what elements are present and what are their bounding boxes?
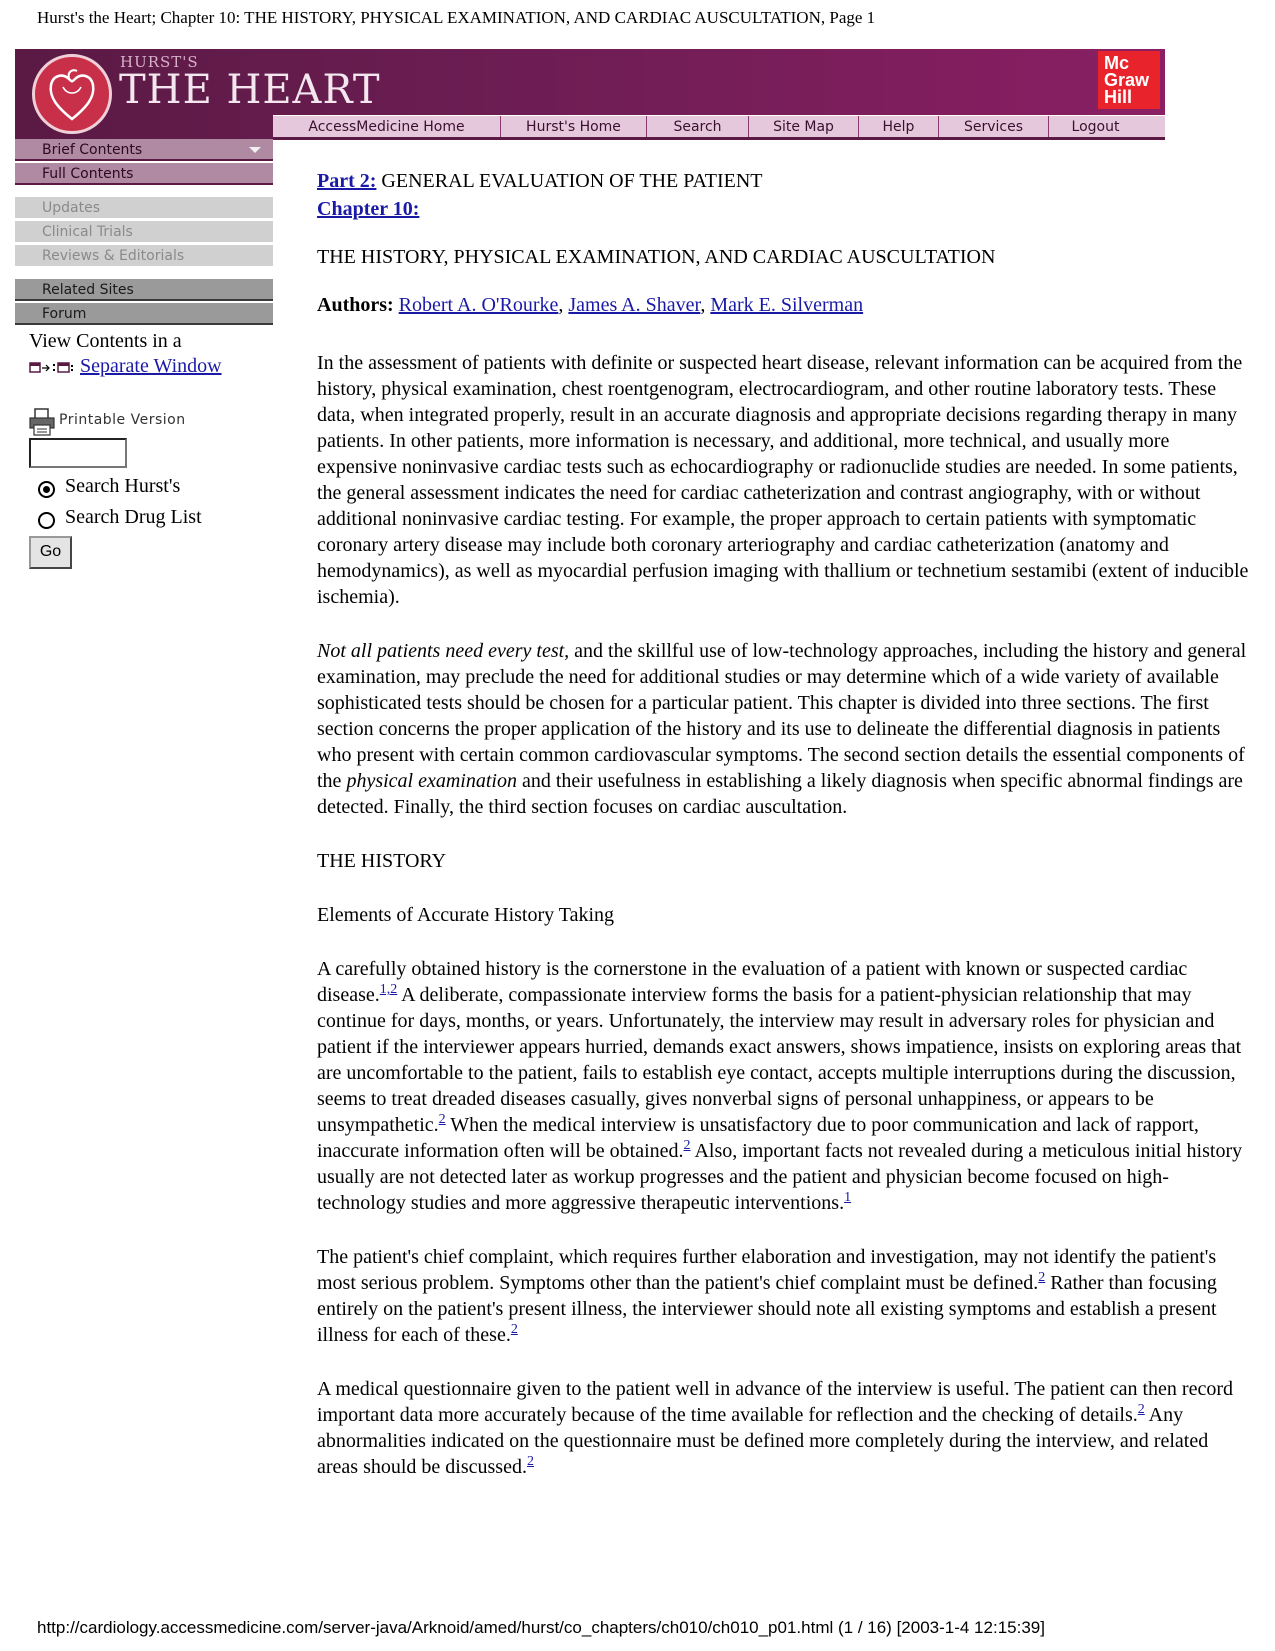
radio-search-drug-list-label: Search Drug List <box>65 506 202 528</box>
radio-search-hursts-label: Search Hurst's <box>65 475 181 497</box>
chevron-down-icon[interactable] <box>249 147 261 153</box>
publisher-line-3: Hill <box>1104 87 1133 107</box>
part-line <box>317 168 1252 194</box>
chapter-title: THE HISTORY, PHYSICAL EXAMINATION, AND CARDIAC AUSCULTATION <box>317 246 996 268</box>
paragraph-5 <box>317 1376 1252 1480</box>
paragraph-2-text-a: and the skillful use of low-technology approaches, including the history and general examination, may preclude the need for additional studies or may determine which of a wide variety of available sophisticated tests should be chosen for a particular patient. This chapter is divided into three sections. The first section concerns the proper application of the history and its use to delineate the differential diagnosis in patients who present with certain common cardiovascular symptoms. The second section details the essential components of the <box>317 640 1247 792</box>
sidebar-brief-contents-label: Brief Contents <box>42 142 143 158</box>
author-link[interactable]: Mark E. Silverman <box>710 294 864 316</box>
view-contents-label: View Contents in a <box>29 330 182 352</box>
part-title: GENERAL EVALUATION OF THE PATIENT <box>376 170 763 192</box>
author-link[interactable]: Robert A. O'Rourke <box>398 294 559 316</box>
sidebar-forum[interactable] <box>15 303 273 325</box>
sidebar-full-contents[interactable] <box>15 163 273 185</box>
paragraph-5-text: A medical questionnaire given to the patient well in advance of the interview is useful. The patient can then record important data more accurately because of the time available for reflection and the checking of details. <box>317 1378 1233 1426</box>
mcgraw-hill-logo[interactable] <box>1098 51 1160 109</box>
chapter-line <box>317 196 1252 222</box>
emphasis-text: Not all patients need every test, <box>317 640 570 662</box>
chapter-link[interactable]: Chapter 10: <box>317 198 420 220</box>
top-nav <box>273 115 1165 138</box>
brand-subtitle: HURST'S <box>120 53 199 71</box>
paragraph-4-text: Rather than focusing entirely on the patient's present illness, the interviewer should note all existing symptoms and establish a present illness for each of these. <box>317 1272 1217 1346</box>
printable-version-link[interactable]: Printable Version <box>59 412 186 428</box>
nav-help[interactable]: Help <box>859 116 939 138</box>
paragraph-3-text: A carefully obtained history is the cornerstone in the evaluation of a patient with known or suspected cardiac disease. <box>317 958 1188 1006</box>
paragraph-1: In the assessment of patients with definite or suspected heart disease, relevant information can be acquired from the history, physical examination, chest roentgenogram, electrocardiogram, and other routine laboratory tests. These data, when integrated properly, result in an accurate diagnosis and appropriate decisions regarding therapy in many patients. In other patients, more information is necessary, and additional, more technical, and usually more expensive noninvasive cardiac tests such as echocardiography or radionuclide studies are needed. In some patients, the general assessment indicates the need for cardiac catheterization and contrast angiography, with or without additional noninvasive cardiac testing. For example, the proper approach to certain patients with symptomatic coronary artery disease may include both coronary arteriography and cardiac catheterization (anatomy and hemodynamics), as well as myocardial perfusion imaging with thallium or technetium sestamibi (extent of inducible ischemia). <box>317 352 1249 608</box>
paragraph-4-text: The patient's chief complaint, which requires further elaboration and investigation, may not identify the patient's most serious problem. Symptoms other than the patient's chief complaint must be defined. <box>317 1246 1217 1294</box>
paragraph-3-text: When the medical interview is unsatisfactory due to poor communication and lack of rapport, inaccurate information often will be obtained. <box>317 1114 1199 1162</box>
sidebar-clinical-trials-label: Clinical Trials <box>42 224 133 240</box>
reference-link[interactable]: 2 <box>510 1322 518 1338</box>
sidebar-full-contents-label: Full Contents <box>42 166 134 182</box>
separate-window-link[interactable]: Separate Window <box>80 355 222 377</box>
brand-title: THE HEART <box>119 67 381 113</box>
sidebar-related-sites[interactable] <box>15 279 273 301</box>
heart-logo-icon[interactable] <box>32 54 112 134</box>
authors-label: Authors: <box>317 294 394 316</box>
reference-link[interactable]: 1,2 <box>379 982 398 998</box>
subsection-heading-elements: Elements of Accurate History Taking <box>317 904 615 926</box>
reference-link[interactable]: 2 <box>683 1138 691 1154</box>
radio-search-hursts[interactable] <box>38 481 55 498</box>
sidebar-related-sites-label: Related Sites <box>42 282 134 298</box>
paragraph-2 <box>317 638 1252 820</box>
nav-divider <box>273 137 1165 140</box>
search-input[interactable] <box>29 438 127 468</box>
sidebar-reviews-editorials[interactable] <box>15 245 273 267</box>
nav-accessmedicine-home[interactable]: AccessMedicine Home <box>273 116 501 138</box>
part-link[interactable]: Part 2: <box>317 170 377 192</box>
radio-search-drug-list[interactable] <box>38 512 55 529</box>
sidebar-forum-label: Forum <box>42 306 87 322</box>
publisher-line-1: Mc <box>1104 53 1130 73</box>
separate-window-icon[interactable] <box>29 360 77 376</box>
nav-services[interactable]: Services <box>939 116 1049 138</box>
go-button[interactable]: Go <box>29 536 72 569</box>
print-header: Hurst's the Heart; Chapter 10: THE HISTORY, PHYSICAL EXAMINATION, AND CARDIAC AUSCULTATION, Page 1 <box>37 8 876 27</box>
reference-link[interactable]: 2 <box>438 1112 446 1128</box>
paragraph-4 <box>317 1244 1252 1348</box>
nav-site-map[interactable]: Site Map <box>749 116 859 138</box>
paragraph-3 <box>317 956 1252 1216</box>
author-link[interactable]: James A. Shaver <box>568 294 701 316</box>
sidebar-updates[interactable] <box>15 197 273 219</box>
sidebar-clinical-trials[interactable] <box>15 221 273 243</box>
nav-logout[interactable]: Logout <box>1071 119 1120 135</box>
sidebar-updates-label: Updates <box>42 200 100 216</box>
paragraph-3-text: A deliberate, compassionate interview forms the basis for a patient-physician relationship that may continue for days, months, or years. Unfortunately, the interview may result in adversary roles for physician and patient if the interviewer appears hurried, demands exact answers, shows impatience, insists on exploring areas that are uncomfortable to the patient, fails to establish eye contact, accepts multiple interruptions during the discussion, seems to treat dreaded diseases casually, gives nonverbal signs of personal unhappiness, or appears to be unsympathetic. <box>317 984 1242 1136</box>
emphasis-text: physical examination <box>346 770 517 792</box>
reference-link[interactable]: 2 <box>1038 1270 1046 1286</box>
authors-line: Authors: Robert A. O'Rourke, James A. Shaver, Mark E. Silverman <box>317 294 864 316</box>
nav-hursts-home[interactable]: Hurst's Home <box>501 116 647 138</box>
section-heading-history: THE HISTORY <box>317 850 447 872</box>
paragraph-3-text: Also, important facts not revealed during a meticulous initial history usually are not detected later as workup progresses and the patient and physician become focused on high-technology studies and more aggressive therapeutic interventions. <box>317 1140 1243 1214</box>
reference-link[interactable]: 2 <box>1137 1402 1145 1418</box>
reference-link[interactable]: 1 <box>844 1190 852 1206</box>
nav-search[interactable]: Search <box>647 116 749 138</box>
publisher-line-2: Graw <box>1104 70 1150 90</box>
reference-link[interactable]: 2 <box>526 1454 534 1470</box>
chapter-content <box>317 168 1252 1480</box>
paragraph-5-text: Any abnormalities indicated on the questionnaire must be defined more completely during the interview, and related areas should be discussed. <box>317 1404 1209 1478</box>
sidebar-brief-contents[interactable] <box>15 139 273 161</box>
sidebar-reviews-label: Reviews & Editorials <box>42 248 185 264</box>
paragraph-2-text-b: and their usefulness in establishing a likely diagnosis when specific abnormal findings are detected. Finally, the third section focuses on cardiac auscultation. <box>317 770 1243 818</box>
print-footer: http://cardiology.accessmedicine.com/server-java/Arknoid/amed/hurst/co_chapters/ch010/ch010_p01.html (1 / 16) [2003-1-4 12:15:39] <box>37 1618 1045 1637</box>
printer-icon[interactable] <box>29 408 55 436</box>
